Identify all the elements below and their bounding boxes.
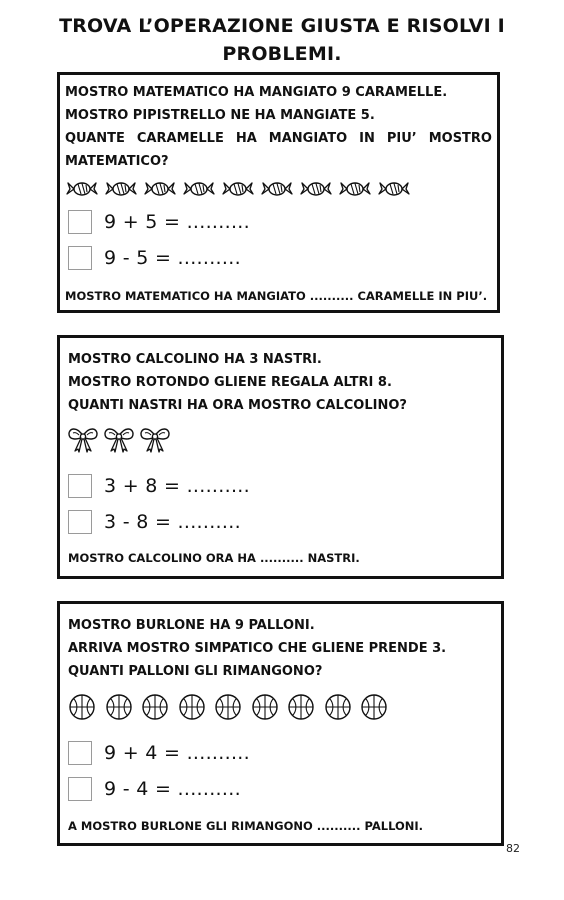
problem-3-answer: A MOSTRO BURLONE GLI RIMANGONO .......... PALLONI. xyxy=(68,819,424,833)
candy-icon xyxy=(300,178,332,200)
problem-2-option-1-text: 3 + 8 = .......... xyxy=(104,475,250,497)
ball-icon xyxy=(287,693,315,721)
ball-icon xyxy=(251,693,279,721)
problem-3-option-2-text: 9 - 4 = .......... xyxy=(104,778,241,800)
problem-2-statement xyxy=(68,348,496,417)
candy-icon xyxy=(66,178,98,200)
problem-1-option-2-checkbox[interactable] xyxy=(68,246,92,270)
problem-3-option-2-checkbox[interactable] xyxy=(68,777,92,801)
problem-2-option-1 xyxy=(68,472,250,500)
problem-3-option-1-text: 9 + 4 = .......... xyxy=(104,742,250,764)
candy-icon xyxy=(261,178,293,200)
problem-3-statement xyxy=(68,614,496,683)
problem-2-line-1: MOSTRO CALCOLINO HA 3 NASTRI. xyxy=(68,352,322,367)
problem-1-statement xyxy=(65,81,492,173)
problem-1-line-1: MOSTRO MATEMATICO HA MANGIATO 9 CARAMELLE. xyxy=(65,85,448,100)
candy-icon xyxy=(144,178,176,200)
ribbon-bow-icon xyxy=(66,424,100,454)
problem-1-line-3: QUANTE CARAMELLE HA MANGIATO IN PIU’ MOSTRO xyxy=(65,131,492,146)
candy-icons-row xyxy=(66,178,410,200)
ribbon-bow-icon xyxy=(102,424,136,454)
problem-2-option-2-text: 3 - 8 = .......... xyxy=(104,511,241,533)
ball-icon xyxy=(141,693,169,721)
problem-box-2 xyxy=(57,335,504,579)
page-title-line-2: PROBLEMI. xyxy=(222,43,342,65)
page-number: 82 xyxy=(506,842,520,855)
problem-2-option-2-checkbox[interactable] xyxy=(68,510,92,534)
candy-icon xyxy=(222,178,254,200)
problem-1-option-1 xyxy=(68,208,250,236)
problem-1-option-1-checkbox[interactable] xyxy=(68,210,92,234)
problem-1-option-1-text: 9 + 5 = .......... xyxy=(104,211,250,233)
ball-icon xyxy=(214,693,242,721)
problem-1-answer: MOSTRO MATEMATICO HA MANGIATO .......... CARAMELLE IN PIU’. xyxy=(65,289,488,303)
problem-box-1 xyxy=(57,72,500,313)
ball-icon xyxy=(105,693,133,721)
problem-1-line-4: MATEMATICO? xyxy=(65,154,169,169)
ball-icon xyxy=(324,693,352,721)
candy-icon xyxy=(105,178,137,200)
ball-icon xyxy=(178,693,206,721)
ribbon-bow-icon xyxy=(138,424,172,454)
ball-icons-row xyxy=(68,693,388,721)
problem-1-option-2-text: 9 - 5 = .......... xyxy=(104,247,241,269)
problem-2-line-2: MOSTRO ROTONDO GLIENE REGALA ALTRI 8. xyxy=(68,375,392,390)
problem-1-option-2 xyxy=(68,244,241,272)
problem-3-line-1: MOSTRO BURLONE HA 9 PALLONI. xyxy=(68,618,315,633)
problem-1-line-2: MOSTRO PIPISTRELLO NE HA MANGIATE 5. xyxy=(65,108,375,123)
page-title xyxy=(20,12,544,68)
problem-2-option-2 xyxy=(68,508,241,536)
ball-icon xyxy=(360,693,388,721)
page-title-line-1: TROVA L’OPERAZIONE GIUSTA E RISOLVI I xyxy=(59,15,505,37)
problem-3-option-2 xyxy=(68,775,241,803)
ribbon-bow-icons-row xyxy=(66,424,172,454)
candy-icon xyxy=(183,178,215,200)
problem-box-3 xyxy=(57,601,504,846)
problem-3-line-3: QUANTI PALLONI GLI RIMANGONO? xyxy=(68,664,323,679)
problem-2-answer: MOSTRO CALCOLINO ORA HA .......... NASTRI. xyxy=(68,551,360,565)
candy-icon xyxy=(339,178,371,200)
candy-icon xyxy=(378,178,410,200)
problem-2-option-1-checkbox[interactable] xyxy=(68,474,92,498)
problem-2-line-3: QUANTI NASTRI HA ORA MOSTRO CALCOLINO? xyxy=(68,398,407,413)
problem-3-option-1-checkbox[interactable] xyxy=(68,741,92,765)
problem-3-option-1 xyxy=(68,739,250,767)
problem-3-line-2: ARRIVA MOSTRO SIMPATICO CHE GLIENE PRENDE 3. xyxy=(68,641,447,656)
ball-icon xyxy=(68,693,96,721)
